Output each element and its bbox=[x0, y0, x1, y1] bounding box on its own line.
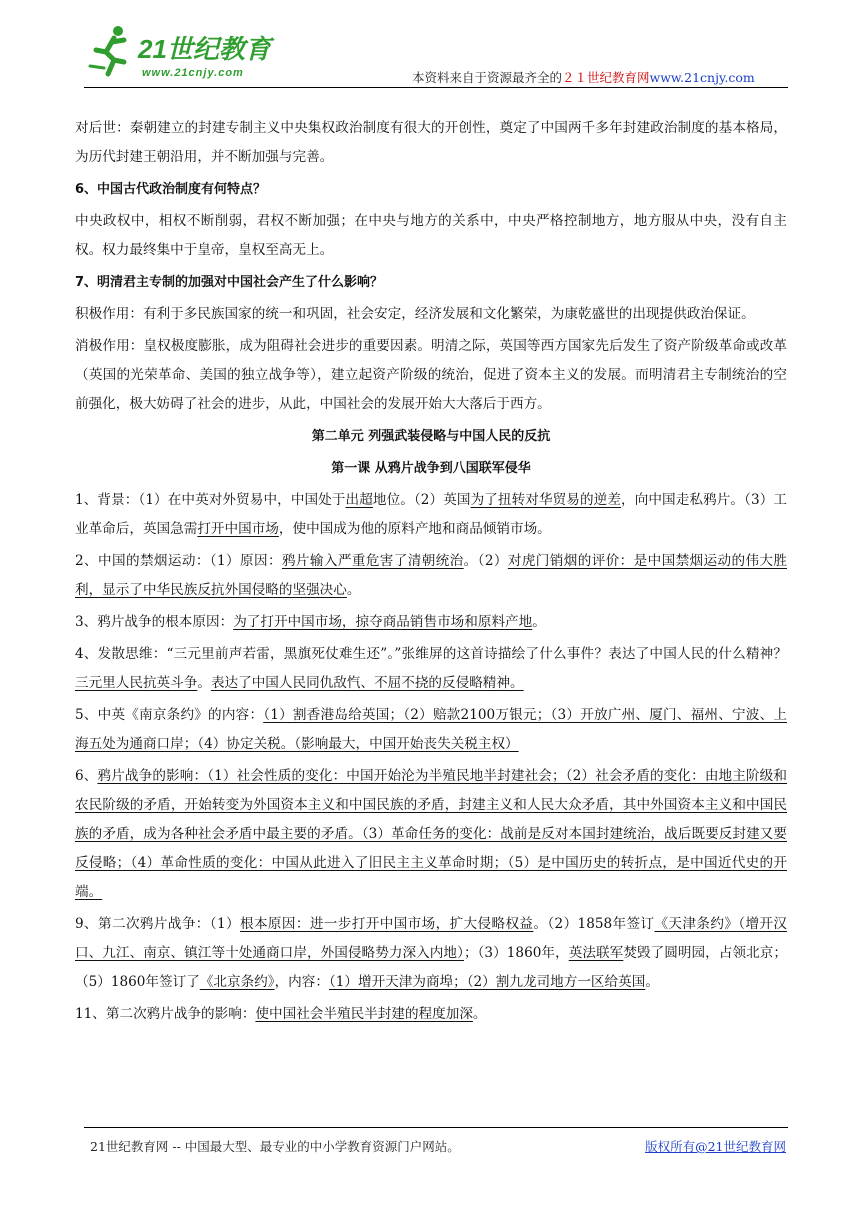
body-paragraph bbox=[75, 608, 787, 637]
body-paragraph bbox=[75, 1000, 787, 1029]
underlined-text: 使中国社会半殖民半封建的程度加深 bbox=[255, 1006, 473, 1022]
text-run: 。 bbox=[197, 675, 211, 691]
body-paragraph bbox=[75, 207, 787, 265]
section-heading bbox=[75, 422, 787, 451]
page-footer bbox=[84, 1127, 788, 1154]
text-run: 中央政权中，相权不断削弱，君权不断加强；在中央与地方的关系中，中央严格控制地方，地方服从中央，没有自主权。权力最终集中于皇帝，皇权至高无上。 bbox=[75, 213, 787, 258]
underlined-text: 为了打开中国市场，掠夺商品销售市场和原料产地 bbox=[233, 614, 533, 630]
logo-url: www.21cnjy.com bbox=[142, 67, 244, 79]
body-paragraph bbox=[75, 300, 787, 329]
text-run: 。 bbox=[472, 1006, 487, 1022]
footer-divider bbox=[84, 1127, 788, 1128]
page-header bbox=[0, 0, 860, 92]
text-run: ，使中国成为他的原料产地和商品倾销市场。 bbox=[278, 521, 551, 537]
header-divider bbox=[84, 87, 788, 88]
underlined-text: 根本原因：进一步打开中国市场，扩大侵略权益 bbox=[239, 916, 534, 932]
body-paragraph bbox=[75, 640, 787, 698]
text-run: 5、中英《南京条约》的内容： bbox=[75, 707, 264, 723]
text-run: 积极作用：有利于多民族国家的统一和巩固，社会安定，经济发展和文化繁荣，为康乾盛世的出现提供政治保证。 bbox=[75, 306, 755, 322]
underlined-text: 表达了中国人民同仇敌忾、不屈不挠的反侵略精神。 bbox=[210, 675, 524, 691]
header-source-note bbox=[412, 68, 755, 86]
text-run: ，向中国走私鸦片。（3）工业革命后，英国急需 bbox=[75, 492, 787, 537]
text-run: 焚毁了圆明园，占领北京；（5）1860年签订了 bbox=[75, 945, 788, 990]
text-run: 。 bbox=[645, 974, 659, 990]
underlined-text: 打开中国市场 bbox=[197, 521, 279, 537]
body-paragraph bbox=[75, 701, 787, 759]
source-url[interactable]: www.21cnjy.com bbox=[649, 70, 755, 85]
logo-text: 21世纪教育 bbox=[138, 34, 271, 64]
running-figure-icon bbox=[90, 26, 124, 74]
question-heading bbox=[75, 175, 787, 204]
text-run: 7、明清君主专制的加强对中国社会产生了什么影响？ bbox=[75, 275, 384, 290]
underlined-text: 三元里人民抗英斗争 bbox=[75, 675, 198, 691]
source-prefix: 本资料来自于资源最齐全的 bbox=[412, 70, 563, 85]
body-paragraph bbox=[75, 910, 787, 997]
source-site: ２１世纪教育网 bbox=[562, 70, 650, 85]
underlined-text: 出超 bbox=[345, 492, 373, 508]
text-run: 2、中国的禁烟运动：（1）原因： bbox=[75, 553, 282, 569]
underlined-text: 鸦片战争的影响：（1）社会性质的变化：中国开始沦为半殖民地半封建社会；（2）社会矛盾的变化：由地主阶级和农民阶级的矛盾，开始转变为外国资本主义和中国民族的矛盾，封建主义和人民大众矛盾，其中外国资本主义和中国民族的矛盾，成为各种社会矛盾中最主要的矛盾。（3）革命任务的变化：战前是反对本国封建统治，战后既要反封建又要反侵略；（4）革命性质的变化：中国从此进入了旧民主主义革命时期；（5）是中国历史的转折点，是中国近代史的开端。 bbox=[75, 768, 787, 900]
text-run: 11、第二次鸦片战争的影响： bbox=[75, 1006, 256, 1022]
text-run: ；（3）1860年， bbox=[463, 945, 569, 961]
underlined-text: 对虎门销烟的评价：是中国禁烟运动的伟大胜利，显示了中华民族反抗外国侵略的坚强决心 bbox=[75, 553, 788, 598]
text-run: ，内容： bbox=[274, 974, 329, 990]
underlined-text: 鸦片输入严重危害了清朝统治 bbox=[281, 553, 464, 569]
body-paragraph bbox=[75, 332, 787, 419]
text-run: 3、鸦片战争的根本原因： bbox=[75, 614, 234, 630]
text-run: 第二单元 列强武装侵略与中国人民的反抗 bbox=[311, 429, 551, 444]
underlined-text: 为了扭转对华贸易的逆差 bbox=[470, 492, 622, 508]
underlined-text: 《北京条约》 bbox=[199, 974, 275, 990]
body-paragraph bbox=[75, 762, 787, 907]
text-run: 。 bbox=[532, 614, 546, 630]
body-paragraph bbox=[75, 547, 787, 605]
underlined-text: 英法联军 bbox=[568, 945, 624, 961]
text-run: 9、第二次鸦片战争：（1） bbox=[75, 916, 240, 932]
text-run: 。 bbox=[346, 582, 361, 598]
section-heading bbox=[75, 454, 787, 483]
question-heading bbox=[75, 268, 787, 297]
text-run: 1、背景：（1）在中英对外贸易中，中国处于 bbox=[75, 492, 346, 508]
body-paragraph bbox=[75, 114, 787, 172]
text-run: 4、发散思维：“三元里前声若雷，黑旗死仗难生还”。”张维屏的这首诗描绘了什么事件？表达了中国人民的什么精神？ bbox=[75, 646, 787, 662]
underlined-text: 《天津条约》（增开汉口、九江、南京、镇江等十处通商口岸，外国侵略势力深入内地） bbox=[75, 916, 788, 961]
text-run: 6、中国古代政治制度有何特点？ bbox=[75, 182, 267, 197]
body-paragraph bbox=[75, 486, 787, 544]
text-run: 地位。（2）英国 bbox=[372, 492, 471, 508]
footer-site-note: 21世纪教育网 -- 中国最大型、最专业的中小学教育资源门户网站。 bbox=[90, 1139, 460, 1154]
text-run: 第一课 从鸦片战争到八国联军侵华 bbox=[331, 461, 531, 476]
text-run: 6、 bbox=[75, 768, 98, 784]
text-run: 。（2） bbox=[463, 553, 508, 569]
logo bbox=[84, 22, 284, 82]
underlined-text: （1）割香港岛给英国；（2）赔款2100万银元；（3）开放广州、厦门、福州、宁波、上海五处为通商口岸；（4）协定关税。（影响最大，中国开始丧失关税主权） bbox=[75, 707, 787, 752]
text-run: 。（2）1858年签订 bbox=[533, 916, 655, 932]
text-run: 对后世：秦朝建立的封建专制主义中央集权政治制度有很大的开创性，奠定了中国两千多年封建政治制度的基本格局，为历代封建王朝沿用，并不断加强与完善。 bbox=[75, 120, 787, 165]
underlined-text: （1）增开天津为商埠；（2）割九龙司地方一区给英国 bbox=[328, 974, 646, 990]
text-run: 消极作用：皇权极度膨胀，成为阻碍社会进步的重要因素。明清之际，英国等西方国家先后发生了资产阶级革命或改革（英国的光荣革命、美国的独立战争等），建立起资产阶级的统治，促进了资本主义的发展。而明清君主专制统治的空前强化，极大妨碍了社会的进步，从此，中国社会的发展开始大大落后于西方。 bbox=[75, 338, 787, 412]
footer-copyright-link[interactable]: 版权所有@21世纪教育网 bbox=[645, 1139, 786, 1154]
document-body bbox=[75, 114, 787, 1029]
